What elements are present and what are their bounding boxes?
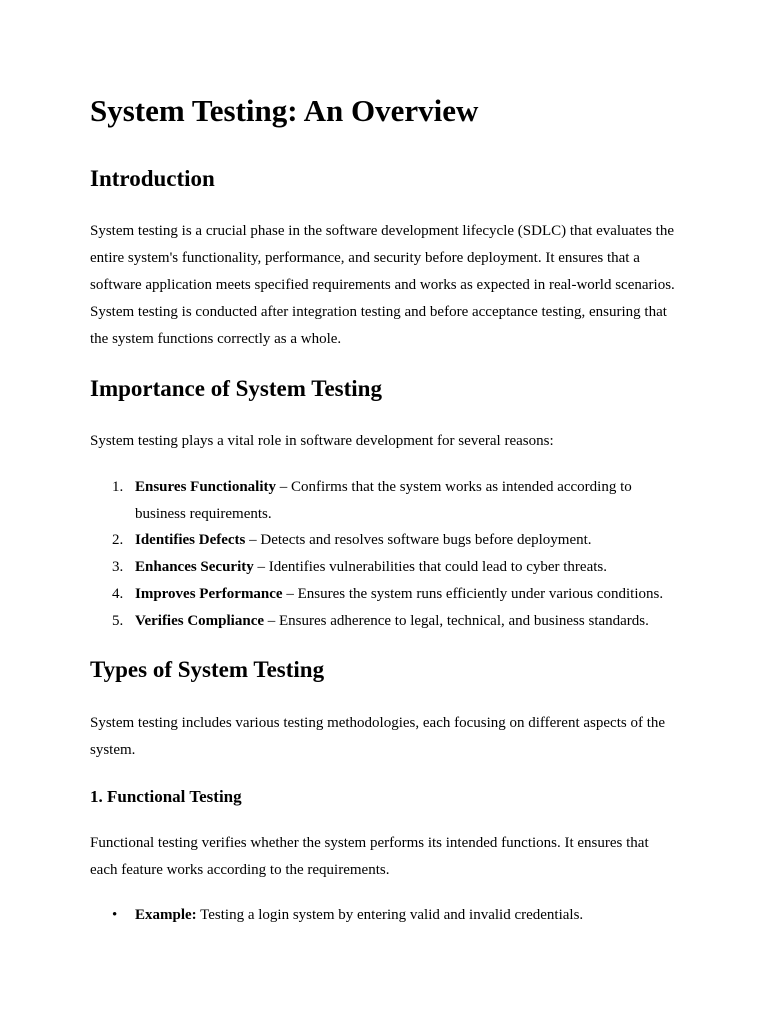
item-description: – Detects and resolves software bugs before deployment. xyxy=(245,532,592,548)
importance-list xyxy=(90,474,690,635)
example-list xyxy=(90,902,690,929)
heading-introduction: Introduction xyxy=(90,166,215,191)
item-description: – Ensures the system runs efficiently under various conditions. xyxy=(282,586,664,602)
text-line: each feature works according to the requirements. xyxy=(90,862,390,878)
text-line: system. xyxy=(90,742,136,758)
list-number: 5. xyxy=(112,613,124,629)
types-paragraph xyxy=(90,710,690,764)
item-term: Ensures Functionality xyxy=(135,479,276,495)
intro-paragraph xyxy=(90,218,690,353)
item-term: Identifies Defects xyxy=(135,532,246,548)
document-title: System Testing: An Overview xyxy=(90,93,479,128)
text-line: System testing includes various testing methodologies, each focusing on different aspects of the xyxy=(90,715,666,731)
list-item xyxy=(90,581,690,608)
item-term: Example: xyxy=(135,907,197,923)
functional-paragraph xyxy=(90,830,690,884)
list-item xyxy=(90,608,690,635)
heading-functional-testing: 1. Functional Testing xyxy=(90,787,242,806)
bullet-icon: • xyxy=(112,907,118,923)
list-number: 3. xyxy=(112,559,124,575)
heading-types: Types of System Testing xyxy=(90,657,325,682)
text-line: System testing plays a vital role in software development for several reasons: xyxy=(90,433,554,449)
item-description: Testing a login system by entering valid and invalid credentials. xyxy=(196,907,584,923)
item-description: – Confirms that the system works as intended according to xyxy=(276,479,632,495)
item-term: Enhances Security xyxy=(135,559,254,575)
text-line: Functional testing verifies whether the system performs its intended functions. It ensures that xyxy=(90,835,649,851)
item-description: – Identifies vulnerabilities that could lead to cyber threats. xyxy=(253,559,607,575)
list-number: 1. xyxy=(112,479,124,495)
text-line: System testing is a crucial phase in the software development lifecycle (SDLC) that evaluates the xyxy=(90,223,674,239)
item-description-continued: business requirements. xyxy=(135,506,272,522)
list-number: 4. xyxy=(112,586,124,602)
list-item xyxy=(90,474,690,528)
text-line: the system functions correctly as a whole. xyxy=(90,331,342,347)
list-item xyxy=(90,527,690,554)
list-item xyxy=(90,554,690,581)
text-line: System testing is conducted after integration testing and before acceptance testing, ensuring that xyxy=(90,304,667,320)
list-item xyxy=(90,902,690,929)
item-term: Improves Performance xyxy=(135,586,283,602)
importance-lead xyxy=(90,428,690,455)
item-term: Verifies Compliance xyxy=(135,613,265,629)
text-line: software application meets specified requirements and works as expected in real-world scenarios. xyxy=(90,277,675,293)
item-description: – Ensures adherence to legal, technical, and business standards. xyxy=(264,613,649,629)
heading-importance: Importance of System Testing xyxy=(90,376,382,401)
text-line: entire system's functionality, performance, and security before deployment. It ensures that a xyxy=(90,250,640,266)
list-number: 2. xyxy=(112,532,124,548)
